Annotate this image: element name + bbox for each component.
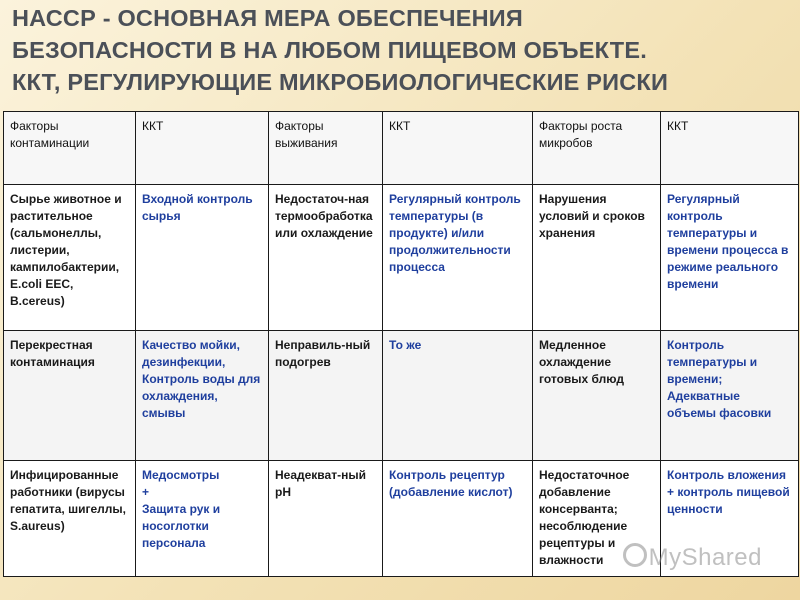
table-cell: Нарушения условий и сроков хранения bbox=[533, 185, 661, 331]
header-ccp-3: ККТ bbox=[661, 112, 799, 185]
cell-line: Медосмотры bbox=[142, 468, 220, 482]
cell-line: + контроль пищевой ценности bbox=[667, 485, 790, 516]
table-cell: Недостаточное добавление консерванта; несоблюдение рецептуры и влажности bbox=[533, 461, 661, 577]
watermark-logo bbox=[623, 543, 762, 572]
table-row bbox=[4, 185, 799, 331]
table-cell: Перекрестная контаминация bbox=[4, 331, 136, 461]
hazard-table bbox=[3, 111, 799, 577]
cell-line: Качество мойки, дезинфекции, bbox=[142, 338, 240, 369]
table-cell: Сырье животное и растительное (сальмонеллы, листерии, кампилобактерии, E.coli EEC, B.cereus) bbox=[4, 185, 136, 331]
watermark-text: MyShared bbox=[648, 544, 762, 571]
cell-line: Защита рук и носоглотки персонала bbox=[142, 502, 221, 550]
table-cell: Входной контроль сырья bbox=[136, 185, 269, 331]
cell-line: + bbox=[142, 485, 150, 499]
header-survival: Факторы выживания bbox=[269, 112, 383, 185]
header-contamination: Факторы контаминации bbox=[4, 112, 136, 185]
table-cell bbox=[136, 331, 269, 461]
cell-line: Адекватные объемы фасовки bbox=[667, 389, 772, 420]
table-header-row bbox=[4, 112, 799, 185]
cell-line: Контроль температуры и времени; bbox=[667, 338, 758, 386]
table-row bbox=[4, 331, 799, 461]
header-ccp-2: ККТ bbox=[383, 112, 533, 185]
table-cell: Контроль рецептур (добавление кислот) bbox=[383, 461, 533, 577]
title-line-1: НАССР - ОСНОВНАЯ МЕРА ОБЕСПЕЧЕНИЯ bbox=[12, 5, 523, 31]
table-cell: То же bbox=[383, 331, 533, 461]
table-cell bbox=[136, 461, 269, 577]
header-ccp-1: ККТ bbox=[136, 112, 269, 185]
cell-line: Контроль воды для охлаждения, смывы bbox=[142, 372, 261, 420]
slide-title bbox=[12, 2, 792, 98]
watermark-ring-icon bbox=[623, 543, 647, 567]
table-cell: Медленное охлаждение готовых блюд bbox=[533, 331, 661, 461]
table-cell: Недостаточ-ная термообработка или охлаждение bbox=[269, 185, 383, 331]
table-cell: Неадекват-ный pH bbox=[269, 461, 383, 577]
cell-line: Контроль вложения bbox=[667, 468, 786, 482]
title-line-2: БЕЗОПАСНОСТИ В НА ЛЮБОМ ПИЩЕВОМ ОБЪЕКТЕ. bbox=[12, 37, 647, 63]
table-cell: Инфицированные работники (вирусы гепатита, шигеллы, S.aureus) bbox=[4, 461, 136, 577]
table-cell: Неправиль-ный подогрев bbox=[269, 331, 383, 461]
table-cell: Регулярный контроль температуры и времени процесса в режиме реального времени bbox=[661, 185, 799, 331]
header-growth: Факторы роста микробов bbox=[533, 112, 661, 185]
table-cell: Регулярный контроль температуры (в продукте) и/или продолжительности процесса bbox=[383, 185, 533, 331]
table-cell bbox=[661, 331, 799, 461]
title-line-3: ККТ, РЕГУЛИРУЮЩИЕ МИКРОБИОЛОГИЧЕСКИЕ РИСКИ bbox=[12, 69, 669, 95]
